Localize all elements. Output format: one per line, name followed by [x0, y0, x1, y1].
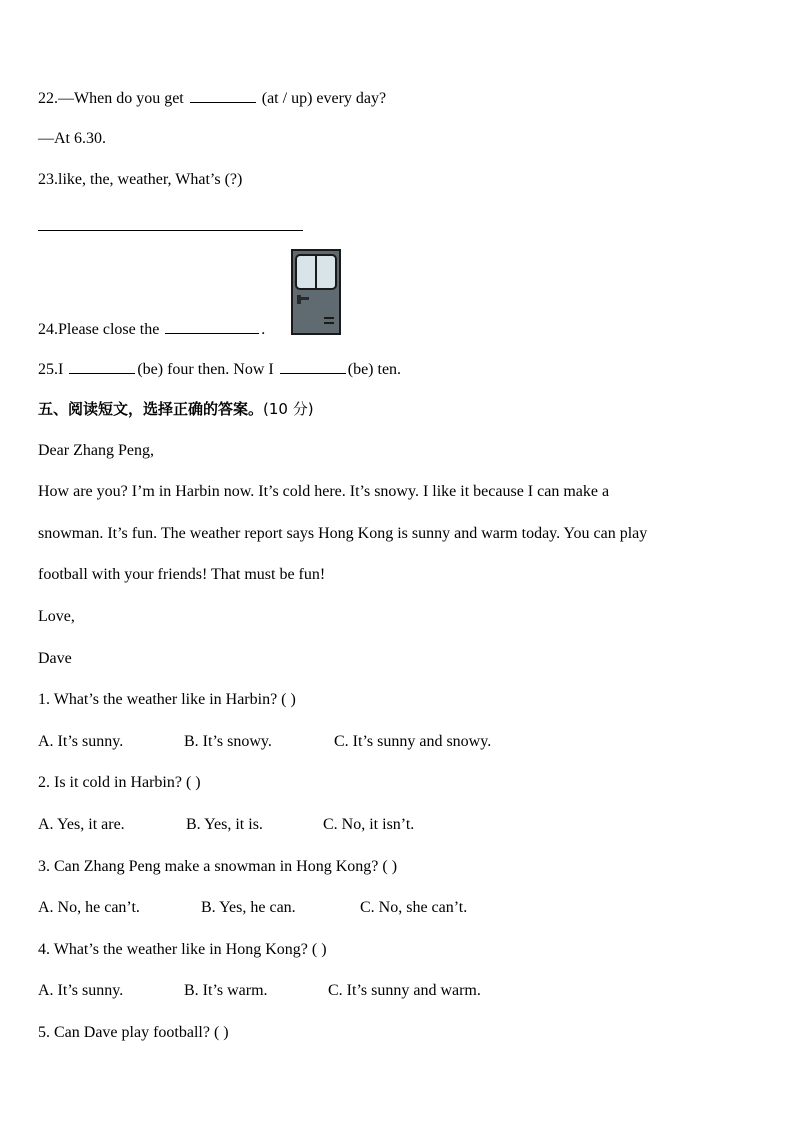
- option-b[interactable]: B. It’s warm.: [184, 982, 268, 999]
- question-23: 23.like, the, weather, What’s (?): [38, 171, 243, 188]
- answer-blank[interactable]: [280, 358, 346, 374]
- question-22-hint: (at / up) every day?: [261, 90, 387, 107]
- option-c[interactable]: C. It’s sunny and warm.: [328, 982, 481, 999]
- option-a[interactable]: A. No, he can’t.: [38, 899, 140, 916]
- answer-blank[interactable]: [165, 318, 259, 334]
- option-a[interactable]: A. Yes, it are.: [38, 816, 125, 833]
- option-a[interactable]: A. It’s sunny.: [38, 982, 124, 999]
- letter-body-line: How are you? I’m in Harbin now. It’s cold here. It’s snowy. I like it because I can make a: [38, 483, 610, 500]
- option-c[interactable]: C. It’s sunny and snowy.: [334, 733, 492, 750]
- question-1-options: [38, 732, 491, 752]
- section-title: 五、阅读短文，选择正确的答案。: [38, 400, 264, 418]
- letter-body-line: football with your friends! That must be fun!: [38, 566, 326, 583]
- section-score: (10 分): [263, 400, 314, 418]
- option-c[interactable]: C. No, she can’t.: [360, 899, 468, 916]
- letter-signature: Dave: [38, 650, 72, 667]
- letter-closing: Love,: [38, 608, 75, 625]
- question-25: [38, 358, 401, 380]
- question-2-options: [38, 815, 414, 835]
- question-2: 2. Is it cold in Harbin? ( ): [38, 774, 201, 791]
- answer-blank[interactable]: [190, 87, 256, 103]
- question-24-text: 24.Please close the: [38, 321, 160, 338]
- option-b[interactable]: B. Yes, he can.: [201, 899, 296, 916]
- question-24: [38, 318, 265, 340]
- question-25-part-2: (be) four then. Now I: [137, 361, 274, 378]
- question-22-line-1: [38, 87, 386, 109]
- question-24-period: .: [261, 321, 266, 338]
- question-4-options: [38, 981, 481, 1001]
- question-3: 3. Can Zhang Peng make a snowman in Hong Kong? ( ): [38, 858, 398, 875]
- question-22-text: 22.—When do you get: [38, 90, 184, 107]
- question-1: 1. What’s the weather like in Harbin? ( ): [38, 691, 296, 708]
- option-b[interactable]: B. It’s snowy.: [184, 733, 272, 750]
- option-a[interactable]: A. It’s sunny.: [38, 733, 124, 750]
- question-25-part-3: (be) ten.: [347, 361, 402, 378]
- door-icon: [291, 249, 341, 335]
- letter-body-line: snowman. It’s fun. The weather report says Hong Kong is sunny and warm today. You can play: [38, 525, 648, 542]
- option-b[interactable]: B. Yes, it is.: [186, 816, 263, 833]
- answer-blank[interactable]: [69, 358, 135, 374]
- question-22-line-2: —At 6.30.: [38, 130, 106, 147]
- question-4: 4. What’s the weather like in Hong Kong? ( ): [38, 941, 327, 958]
- question-25-part-1: 25.I: [38, 361, 64, 378]
- answer-line[interactable]: [38, 230, 303, 231]
- section-5-heading: [38, 399, 314, 419]
- option-c[interactable]: C. No, it isn’t.: [323, 816, 415, 833]
- letter-greeting: Dear Zhang Peng,: [38, 442, 154, 459]
- question-3-options: [38, 898, 467, 918]
- question-5: 5. Can Dave play football? ( ): [38, 1024, 229, 1041]
